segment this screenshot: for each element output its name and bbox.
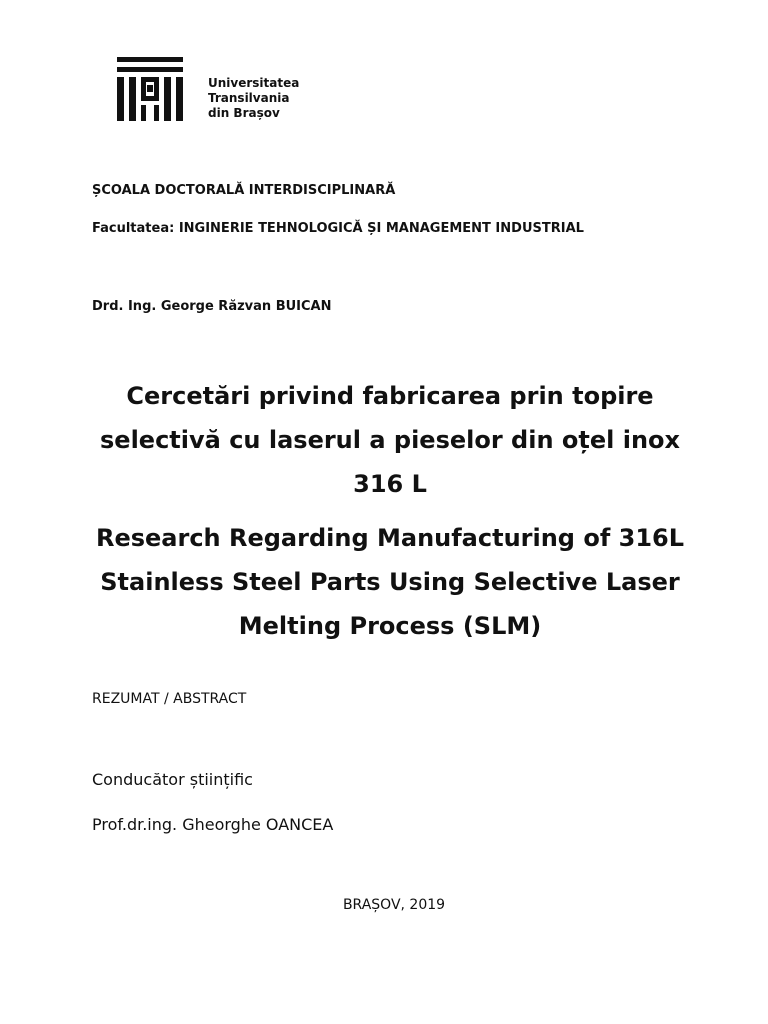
university-name-line-3: din Brașov (208, 106, 280, 120)
faculty-line (92, 221, 584, 236)
title-ro-line-3: 316 L (353, 470, 427, 498)
place-and-date: BRAȘOV, 2019 (342, 897, 446, 913)
title-ro-line-1: Cercetări privind fabricarea prin topire (126, 382, 654, 410)
doctoral-school: ȘCOALA DOCTORALĂ INTERDISCIPLINARĂ (92, 183, 396, 198)
title-en-line-2: Stainless Steel Parts Using Selective Laser (100, 568, 680, 596)
section-label: REZUMAT / ABSTRACT (92, 691, 247, 707)
title-en-line-3: Melting Process (SLM) (238, 612, 542, 640)
university-name-line-2: Transilvania (208, 91, 290, 105)
university-emblem-icon (117, 57, 183, 121)
faculty-label: Facultatea: (92, 221, 179, 236)
university-name-line-1: Universitatea (208, 76, 300, 90)
title-en-line-1: Research Regarding Manufacturing of 316L (95, 524, 685, 552)
thesis-title-romanian (60, 374, 720, 506)
title-ro-line-2: selectivă cu laserul a pieselor din oțel inox (100, 426, 680, 454)
university-logo (117, 57, 307, 123)
faculty-name: INGINERIE TEHNOLOGICĂ ȘI MANAGEMENT INDUSTRIAL (178, 221, 584, 236)
supervisor-label: Conducător științific (92, 770, 253, 789)
author-name: Drd. Ing. George Răzvan BUICAN (92, 299, 332, 314)
thesis-title-english (60, 516, 720, 648)
university-name (208, 76, 299, 121)
supervisor-name: Prof.dr.ing. Gheorghe OANCEA (92, 815, 334, 834)
